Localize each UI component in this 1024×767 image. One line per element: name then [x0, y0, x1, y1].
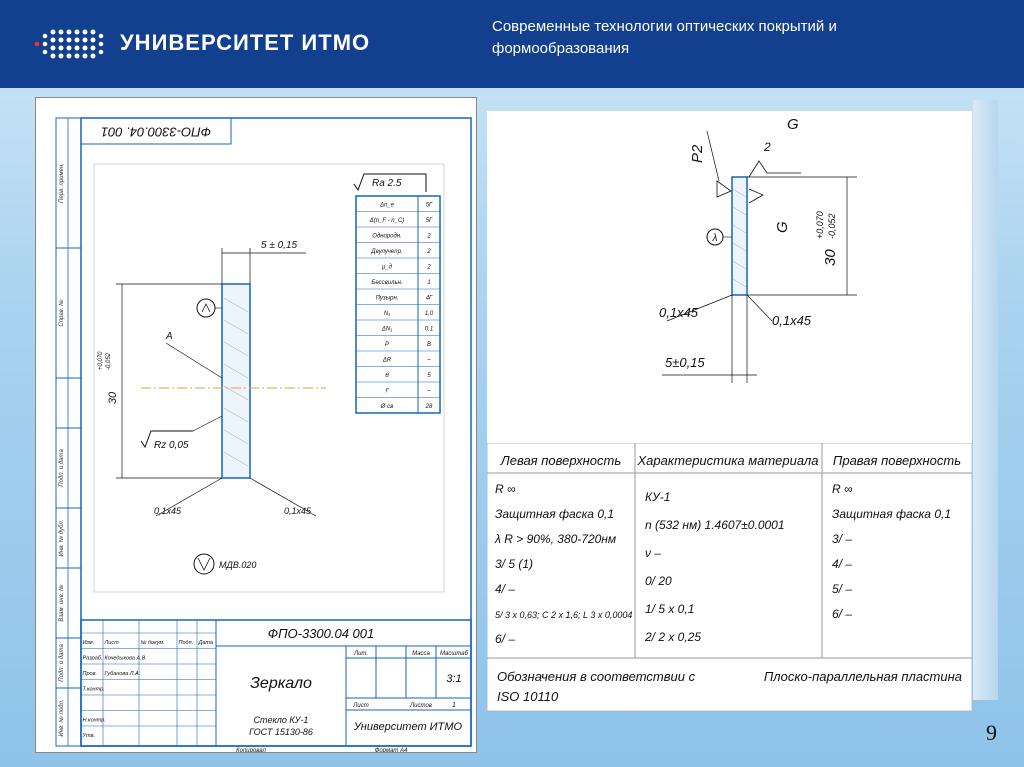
title-format: Формат А4: [374, 748, 408, 752]
left-line-6: 6/ –: [495, 632, 516, 646]
middle-line-1: n (532 нм) 1.4607±0.0001: [645, 518, 785, 532]
title-row-2-cell-1: Губанова Л.А.: [104, 671, 141, 677]
middle-line-5: 2/ 2 x 0,25: [645, 630, 702, 644]
title-sheet-label: Лист: [353, 703, 369, 709]
params-value-10: –: [427, 357, 431, 364]
params-value-0: 5Г: [425, 202, 433, 209]
params-name-11: θ: [385, 373, 389, 379]
title-row-0-cell-4: Дата: [198, 640, 214, 646]
params-value-6: 4Г: [425, 295, 433, 302]
middle-line-2: ν –: [645, 546, 662, 560]
footer-left-line1: Обозначения в соответствии с: [497, 669, 696, 684]
side-tol-lower: -0,052: [106, 352, 112, 370]
params-name-6: Пузырн.: [375, 295, 399, 302]
left-line-3: 3/ 5 (1): [495, 557, 534, 571]
header-material: Характеристика материала: [637, 453, 819, 468]
middle-line-4: 1/ 5 x 0,1: [645, 602, 695, 616]
detail-dim-tol-lower: -0,052: [827, 213, 837, 239]
right-line-5: 6/ –: [832, 607, 853, 621]
params-table: [356, 196, 440, 413]
left-line-2: λ R > 90%, 380-720нм: [495, 532, 617, 546]
title-row-0-cell-2: № докум.: [140, 640, 165, 646]
roughness-label: Ra 2.5: [372, 178, 402, 189]
footer-right: Плоско-параллельная пластина: [763, 669, 962, 684]
stamp-perv-primen: Перв. примен.: [59, 163, 65, 203]
title-col-mass: Масса: [412, 651, 430, 657]
params-name-9: P: [384, 342, 390, 348]
slide-title: [492, 16, 992, 60]
title-material-line2: ГОСТ 15130-86: [249, 727, 313, 737]
title-row-0-cell-0: Изм.: [82, 640, 95, 646]
title-sheets-value: 1: [452, 702, 456, 709]
right-line-4: 5/ –: [832, 582, 853, 596]
params-name-8: ΔN₁: [381, 326, 393, 333]
stamp-sprav-no: Справ. №: [59, 299, 65, 327]
header-bar: [0, 0, 1024, 88]
detail-chamfer-left: 0,1x45: [659, 305, 699, 320]
left-line-1: Защитная фаска 0,1: [495, 507, 614, 521]
title-doc-number: ФПО-3300.04 001: [267, 626, 375, 641]
chamfer-left-label: 0,1x45: [154, 506, 182, 516]
title-material-line1: Стекло КУ-1: [253, 715, 309, 725]
detail-drawing: [487, 111, 972, 441]
detail-label-2: 2: [764, 140, 771, 154]
stamp-podp-data-2: Подп. и дата: [59, 644, 65, 682]
params-value-8: 0,1: [424, 326, 434, 333]
material-table: [487, 443, 972, 711]
params-name-7: N₁: [383, 311, 391, 317]
params-name-3: Двулучепр.: [371, 249, 403, 255]
detail-label-p2: P2: [689, 144, 706, 163]
slide-title-line1: Современные технологии оптических покрытий и: [492, 18, 837, 35]
leader-a-label: A: [166, 331, 173, 342]
side-tol-upper: +0,070: [98, 351, 104, 370]
right-line-3: 4/ –: [832, 557, 853, 571]
left-line-5: 5/ 3 x 0,63; C 2 x 1,6; L 3 x 0,0004: [495, 610, 633, 620]
title-row-2-cell-0: Пров.: [82, 671, 98, 677]
title-row-0-cell-3: Подп.: [178, 640, 194, 646]
technical-drawing-sheet: [35, 97, 477, 753]
detail-label-g-side: G: [774, 221, 791, 233]
detail-label-lambda: λ: [712, 233, 718, 244]
title-sheets-label: Листов: [410, 703, 432, 709]
right-line-2: 3/ –: [832, 532, 853, 546]
rz-label: Rz 0,05: [154, 440, 189, 451]
detail-label-g-top: G: [787, 116, 799, 133]
title-col-scale: Масштаб: [439, 651, 469, 657]
params-value-1: 5Г: [425, 218, 433, 224]
drawing-doc-number-rotated: ФПО-3300.04. 001: [100, 124, 212, 140]
title-row-5-cell-0: Н.контр.: [82, 717, 106, 724]
title-copied: Копировал: [236, 748, 266, 752]
params-value-3: 2: [427, 249, 431, 255]
title-row-0-cell-1: Лист: [104, 640, 119, 646]
slide-title-line2: формообразования: [492, 40, 630, 57]
header-right-surface: Правая поверхность: [832, 453, 962, 468]
title-row-1-cell-1: Кочедыкова А.В.: [104, 655, 147, 662]
side-dimension: 30: [107, 391, 119, 405]
params-name-12: f': [385, 388, 389, 395]
title-row-3-cell-0: Т.контр.: [82, 686, 105, 693]
params-value-2: 2: [427, 233, 431, 240]
params-name-4: μ_д: [382, 264, 392, 271]
decorative-strip: [973, 100, 998, 700]
params-value-11: 5: [427, 373, 431, 379]
title-row-6-cell-0: Утв.: [82, 733, 95, 739]
params-value-13: 28: [425, 404, 433, 410]
detail-sheet: [487, 111, 972, 711]
params-value-4: 2: [427, 264, 431, 271]
params-value-7: 1,0: [424, 311, 434, 317]
footer-left-line2: ISO 10110: [497, 689, 559, 704]
title-scale-value: 3:1: [446, 673, 462, 685]
logo-text: УНИВЕРСИТЕТ ИТМО: [120, 30, 371, 55]
thickness-dimension: 5 ± 0,15: [261, 240, 298, 251]
detail-dim-tol-upper: +0,070: [815, 211, 825, 239]
right-line-0: R ∞: [832, 482, 853, 496]
detail-dim-main: 30: [822, 249, 839, 266]
title-block: [81, 620, 471, 752]
left-line-4: 4/ –: [495, 582, 516, 596]
params-value-9: В: [426, 342, 432, 348]
params-value-5: 1: [427, 280, 431, 286]
middle-line-0: КУ-1: [645, 490, 671, 504]
title-part-name: Зеркало: [250, 675, 312, 692]
detail-chamfer-right: 0,1x45: [772, 313, 812, 328]
params-value-12: –: [427, 388, 431, 395]
page-number: 9: [986, 720, 997, 745]
params-name-1: Δ(n_F - n_C): [369, 218, 405, 224]
title-rows: [81, 620, 216, 746]
params-name-13: Ø св: [380, 404, 394, 410]
right-line-1: Защитная фаска 0,1: [832, 507, 951, 521]
title-organization: Университет ИТМО: [353, 721, 463, 733]
header-left-surface: Левая поверхность: [500, 453, 622, 468]
left-line-0: R ∞: [495, 482, 516, 496]
coating-mark-label: МДВ.020: [219, 560, 257, 570]
chamfer-right-label: 0,1x45: [284, 506, 312, 516]
stamp-vzam-inv: Взам. инв. №: [59, 584, 65, 622]
title-row-1-cell-0: Разраб.: [82, 655, 103, 662]
technical-drawing: [36, 98, 476, 752]
stamp-inv-podl: Инв. № подл.: [59, 699, 65, 737]
params-name-2: Однородн.: [372, 233, 402, 240]
itmo-logo-icon: [33, 26, 113, 62]
params-name-10: ΔR: [382, 357, 392, 364]
params-name-5: Бессвильн.: [371, 280, 403, 286]
params-name-0: Δn_e: [379, 202, 395, 209]
title-col-lit: Лит.: [353, 651, 369, 657]
detail-thickness: 5±0,15: [665, 355, 705, 370]
stamp-inv-dubl: Инв. № дубл.: [59, 519, 65, 557]
middle-line-3: 0/ 20: [645, 574, 672, 588]
stamp-podp-data-1: Подп. и дата: [59, 449, 65, 487]
